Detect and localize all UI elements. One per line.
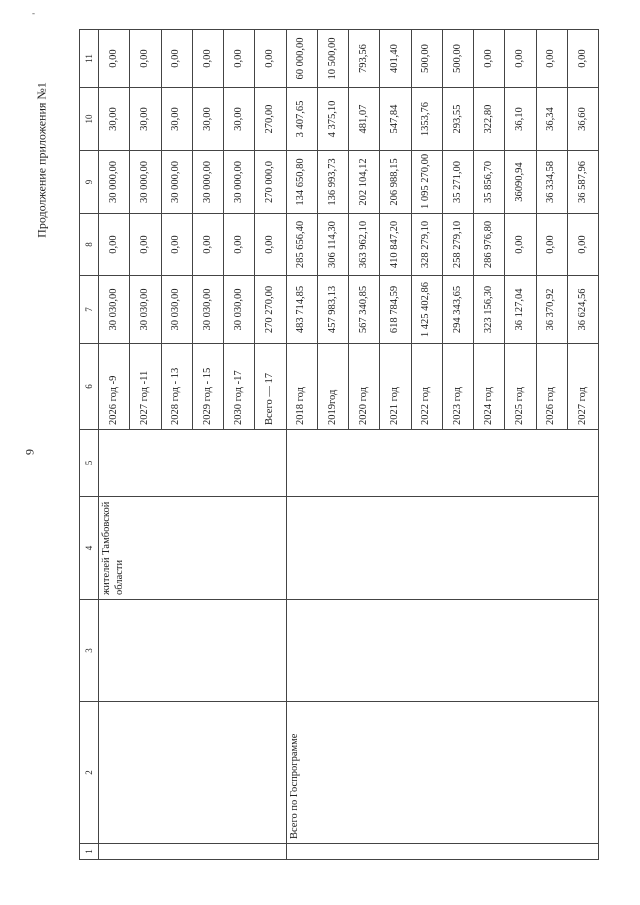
other-cell: 0,00 (130, 30, 161, 88)
local-cell: 1353,76 (411, 88, 442, 151)
period-cell: 2025 год (505, 344, 536, 430)
local-cell: 30,00 (99, 88, 130, 151)
period-cell: 2022 год (411, 344, 442, 430)
local-cell: 36,34 (536, 88, 567, 151)
rotated-table-wrapper (79, 30, 599, 860)
total-cell: 1 425 402,86 (411, 276, 442, 344)
federal-cell: 363 962,10 (349, 214, 380, 276)
period-cell: 2021 год (380, 344, 411, 430)
regional-cell: 30 000,00 (99, 151, 130, 214)
regional-cell: 36 587,96 (567, 151, 598, 214)
cell-empty (286, 497, 599, 600)
period-cell: 2029 год - 15 (192, 344, 223, 430)
regional-cell: 202 104,12 (349, 151, 380, 214)
local-cell: 36,60 (567, 88, 598, 151)
local-cell: 481,07 (349, 88, 380, 151)
col-header-8: 8 (80, 214, 99, 276)
federal-cell: 410 847,20 (380, 214, 411, 276)
cell-empty (286, 600, 599, 702)
other-cell: 500,00 (411, 30, 442, 88)
cell-empty (99, 600, 287, 702)
local-cell: 293,55 (442, 88, 473, 151)
cell-empty (286, 430, 599, 497)
period-cell: 2026 год -9 (99, 344, 130, 430)
federal-cell: 0,00 (130, 214, 161, 276)
regional-cell: 1 095 270,00 (411, 151, 442, 214)
col-header-11: 11 (80, 30, 99, 88)
regional-cell: 206 988,15 (380, 151, 411, 214)
total-cell: 36 127,04 (505, 276, 536, 344)
table-row (286, 30, 317, 860)
period-cell: 2027 год (567, 344, 598, 430)
target-group-text: жителей Тамбовской области (99, 497, 287, 600)
regional-cell: 30 000,00 (130, 151, 161, 214)
other-cell: 60 000,00 (286, 30, 317, 88)
other-cell: 0,00 (192, 30, 223, 88)
cell-empty (99, 702, 287, 844)
total-cell: 323 156,30 (474, 276, 505, 344)
total-cell: 294 343,65 (442, 276, 473, 344)
regional-cell: 30 000,00 (192, 151, 223, 214)
other-cell: 0,00 (505, 30, 536, 88)
page-number: 9 (22, 449, 37, 455)
col-header-3: 3 (80, 600, 99, 702)
local-cell: 547,84 (380, 88, 411, 151)
federal-cell: 285 656,40 (286, 214, 317, 276)
federal-cell: 0,00 (505, 214, 536, 276)
period-cell: Всего — 17 (255, 344, 286, 430)
col-header-5: 5 (80, 430, 99, 497)
period-cell: 2023 год (442, 344, 473, 430)
total-cell: 36 370,92 (536, 276, 567, 344)
period-cell: 2024 год (474, 344, 505, 430)
total-cell: 36 624,56 (567, 276, 598, 344)
federal-cell: 0,00 (224, 214, 255, 276)
col-header-9: 9 (80, 151, 99, 214)
budget-table (79, 29, 599, 860)
regional-cell: 134 650,80 (286, 151, 317, 214)
local-cell: 270,00 (255, 88, 286, 151)
other-cell: 0,00 (161, 30, 192, 88)
regional-cell: 136 993,73 (317, 151, 348, 214)
cell-empty (286, 844, 599, 860)
col-header-10: 10 (80, 88, 99, 151)
total-cell: 270 270,00 (255, 276, 286, 344)
col-header-7: 7 (80, 276, 99, 344)
local-cell: 30,00 (130, 88, 161, 151)
col-header-4: 4 (80, 497, 99, 600)
local-cell: 30,00 (224, 88, 255, 151)
total-cell: 30 030,00 (99, 276, 130, 344)
other-cell: 10 500,00 (317, 30, 348, 88)
federal-cell: 0,00 (161, 214, 192, 276)
total-cell: 30 030,00 (224, 276, 255, 344)
col-header-1: 1 (80, 844, 99, 860)
period-cell: 2018 год (286, 344, 317, 430)
total-cell: 30 030,00 (192, 276, 223, 344)
other-cell: 0,00 (474, 30, 505, 88)
regional-cell: 30 000,00 (224, 151, 255, 214)
total-cell: 618 784,59 (380, 276, 411, 344)
header-row (80, 30, 99, 860)
other-cell: 793,56 (349, 30, 380, 88)
regional-cell: 30 000,00 (161, 151, 192, 214)
corner-mark: - (32, 8, 35, 18)
regional-cell: 35 856,70 (474, 151, 505, 214)
federal-cell: 286 976,80 (474, 214, 505, 276)
other-cell: 0,00 (567, 30, 598, 88)
total-cell: 567 340,85 (349, 276, 380, 344)
period-cell: 2030 год -17 (224, 344, 255, 430)
other-cell: 401,40 (380, 30, 411, 88)
local-cell: 30,00 (192, 88, 223, 151)
federal-cell: 306 114,30 (317, 214, 348, 276)
other-cell: 0,00 (255, 30, 286, 88)
total-cell: 457 983,13 (317, 276, 348, 344)
col-header-2: 2 (80, 702, 99, 844)
period-cell: 2027 год -11 (130, 344, 161, 430)
local-cell: 3 407,65 (286, 88, 317, 151)
other-cell: 0,00 (536, 30, 567, 88)
local-cell: 36,10 (505, 88, 536, 151)
regional-cell: 35 271,00 (442, 151, 473, 214)
federal-cell: 0,00 (255, 214, 286, 276)
program-total-label: Всего по Госпрограмме (286, 702, 599, 844)
local-cell: 322,80 (474, 88, 505, 151)
other-cell: 500,00 (442, 30, 473, 88)
federal-cell: 258 279,10 (442, 214, 473, 276)
cell-empty (99, 430, 287, 497)
table-row (99, 30, 130, 860)
cell-empty (99, 844, 287, 860)
federal-cell: 328 279,10 (411, 214, 442, 276)
total-cell: 30 030,00 (130, 276, 161, 344)
total-cell: 30 030,00 (161, 276, 192, 344)
regional-cell: 36 334,58 (536, 151, 567, 214)
total-cell: 483 714,85 (286, 276, 317, 344)
federal-cell: 0,00 (536, 214, 567, 276)
period-cell: 2026 год (536, 344, 567, 430)
local-cell: 30,00 (161, 88, 192, 151)
regional-cell: 270 000,0 (255, 151, 286, 214)
period-cell: 2028 год - 13 (161, 344, 192, 430)
federal-cell: 0,00 (567, 214, 598, 276)
other-cell: 0,00 (99, 30, 130, 88)
appendix-title: Продолжение приложения №1 (34, 82, 49, 238)
col-header-6: 6 (80, 344, 99, 430)
other-cell: 0,00 (224, 30, 255, 88)
period-cell: 2019год (317, 344, 348, 430)
local-cell: 4 375,10 (317, 88, 348, 151)
period-cell: 2020 год (349, 344, 380, 430)
federal-cell: 0,00 (192, 214, 223, 276)
federal-cell: 0,00 (99, 214, 130, 276)
regional-cell: 36090,94 (505, 151, 536, 214)
